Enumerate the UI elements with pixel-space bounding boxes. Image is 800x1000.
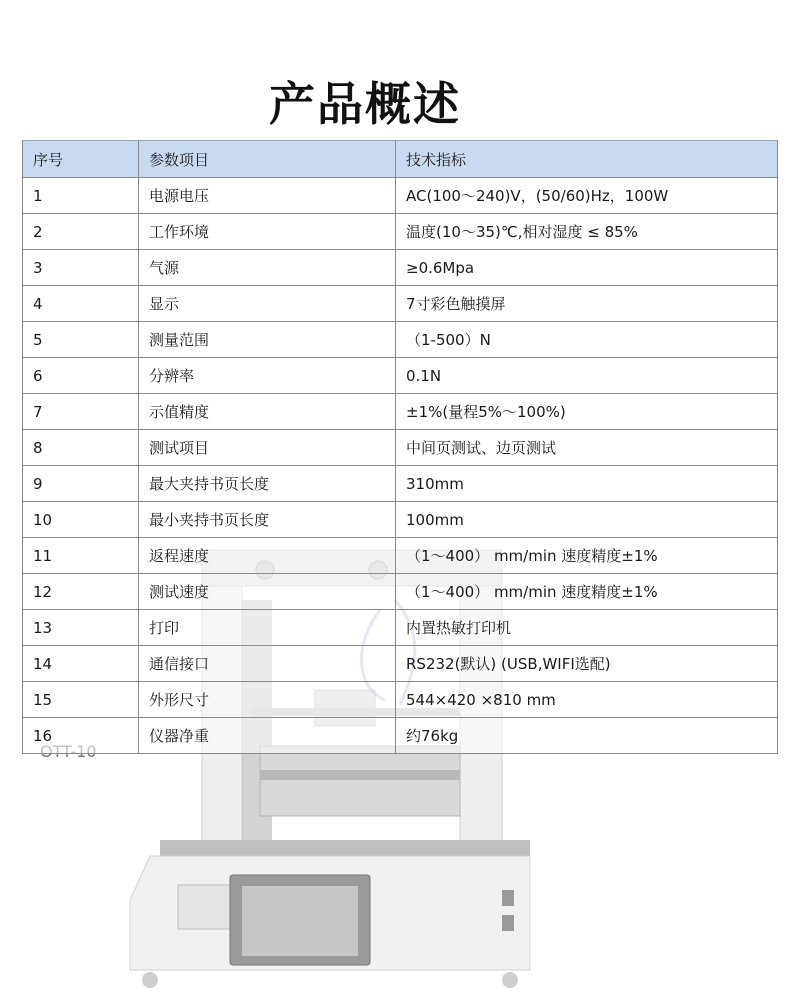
- row-item: 气源: [139, 250, 396, 286]
- row-index: 14: [23, 646, 139, 682]
- row-item: 测试项目: [139, 430, 396, 466]
- row-item: 仪器净重: [139, 718, 396, 754]
- row-item: 打印: [139, 610, 396, 646]
- row-index: 2: [23, 214, 139, 250]
- row-index: 10: [23, 502, 139, 538]
- table-row: [23, 502, 778, 538]
- row-spec: 内置热敏打印机: [396, 610, 778, 646]
- row-index: 5: [23, 322, 139, 358]
- row-item: 电源电压: [139, 178, 396, 214]
- header-spec: 技术指标: [396, 141, 778, 178]
- row-item: 工作环境: [139, 214, 396, 250]
- table-row: [23, 430, 778, 466]
- row-index: 6: [23, 358, 139, 394]
- row-spec: AC(100～240)V，(50/60)Hz，100W: [396, 178, 778, 214]
- table-row: [23, 214, 778, 250]
- row-index: 8: [23, 430, 139, 466]
- row-item: 测量范围: [139, 322, 396, 358]
- row-spec: 温度(10～35)℃,相对湿度 ≤ 85%: [396, 214, 778, 250]
- row-index: 11: [23, 538, 139, 574]
- table-row: [23, 286, 778, 322]
- header-index: 序号: [23, 141, 139, 178]
- table-header-row: [23, 141, 778, 178]
- row-spec: 7寸彩色触摸屏: [396, 286, 778, 322]
- table-row: [23, 178, 778, 214]
- spec-table: [22, 140, 778, 754]
- row-item: 外形尺寸: [139, 682, 396, 718]
- row-spec: 310mm: [396, 466, 778, 502]
- row-spec: ±1%(量程5%～100%): [396, 394, 778, 430]
- row-index: 7: [23, 394, 139, 430]
- table-row: [23, 574, 778, 610]
- table-row: [23, 610, 778, 646]
- row-spec: 0.1N: [396, 358, 778, 394]
- row-item: 最小夹持书页长度: [139, 502, 396, 538]
- row-index: 4: [23, 286, 139, 322]
- row-spec: RS232(默认) (USB,WIFI选配): [396, 646, 778, 682]
- row-item: 测试速度: [139, 574, 396, 610]
- row-index: 9: [23, 466, 139, 502]
- row-spec: 544×420 ×810 mm: [396, 682, 778, 718]
- row-item: 返程速度: [139, 538, 396, 574]
- table-row: [23, 322, 778, 358]
- row-item: 示值精度: [139, 394, 396, 430]
- row-item: 分辨率: [139, 358, 396, 394]
- table-row: [23, 646, 778, 682]
- row-item: 最大夹持书页长度: [139, 466, 396, 502]
- table-row: [23, 538, 778, 574]
- row-index: 1: [23, 178, 139, 214]
- row-index: 13: [23, 610, 139, 646]
- table-row: [23, 394, 778, 430]
- table-row: [23, 358, 778, 394]
- page-title: 产品概述: [269, 77, 461, 131]
- table-row: [23, 466, 778, 502]
- row-spec: 100mm: [396, 502, 778, 538]
- row-index: 12: [23, 574, 139, 610]
- row-index: 16: [23, 718, 139, 754]
- header-item: 参数项目: [139, 141, 396, 178]
- row-spec: （1-500）N: [396, 322, 778, 358]
- row-item: 显示: [139, 286, 396, 322]
- spec-table-body: [23, 178, 778, 754]
- row-spec: ≥0.6Mpa: [396, 250, 778, 286]
- row-spec: （1～400） mm/min 速度精度±1%: [396, 574, 778, 610]
- row-spec: （1～400） mm/min 速度精度±1%: [396, 538, 778, 574]
- table-row: [23, 718, 778, 754]
- row-index: 15: [23, 682, 139, 718]
- table-row: [23, 682, 778, 718]
- table-row: [23, 250, 778, 286]
- row-spec: 约76kg: [396, 718, 778, 754]
- row-index: 3: [23, 250, 139, 286]
- row-item: 通信接口: [139, 646, 396, 682]
- row-spec: 中间页测试、边页测试: [396, 430, 778, 466]
